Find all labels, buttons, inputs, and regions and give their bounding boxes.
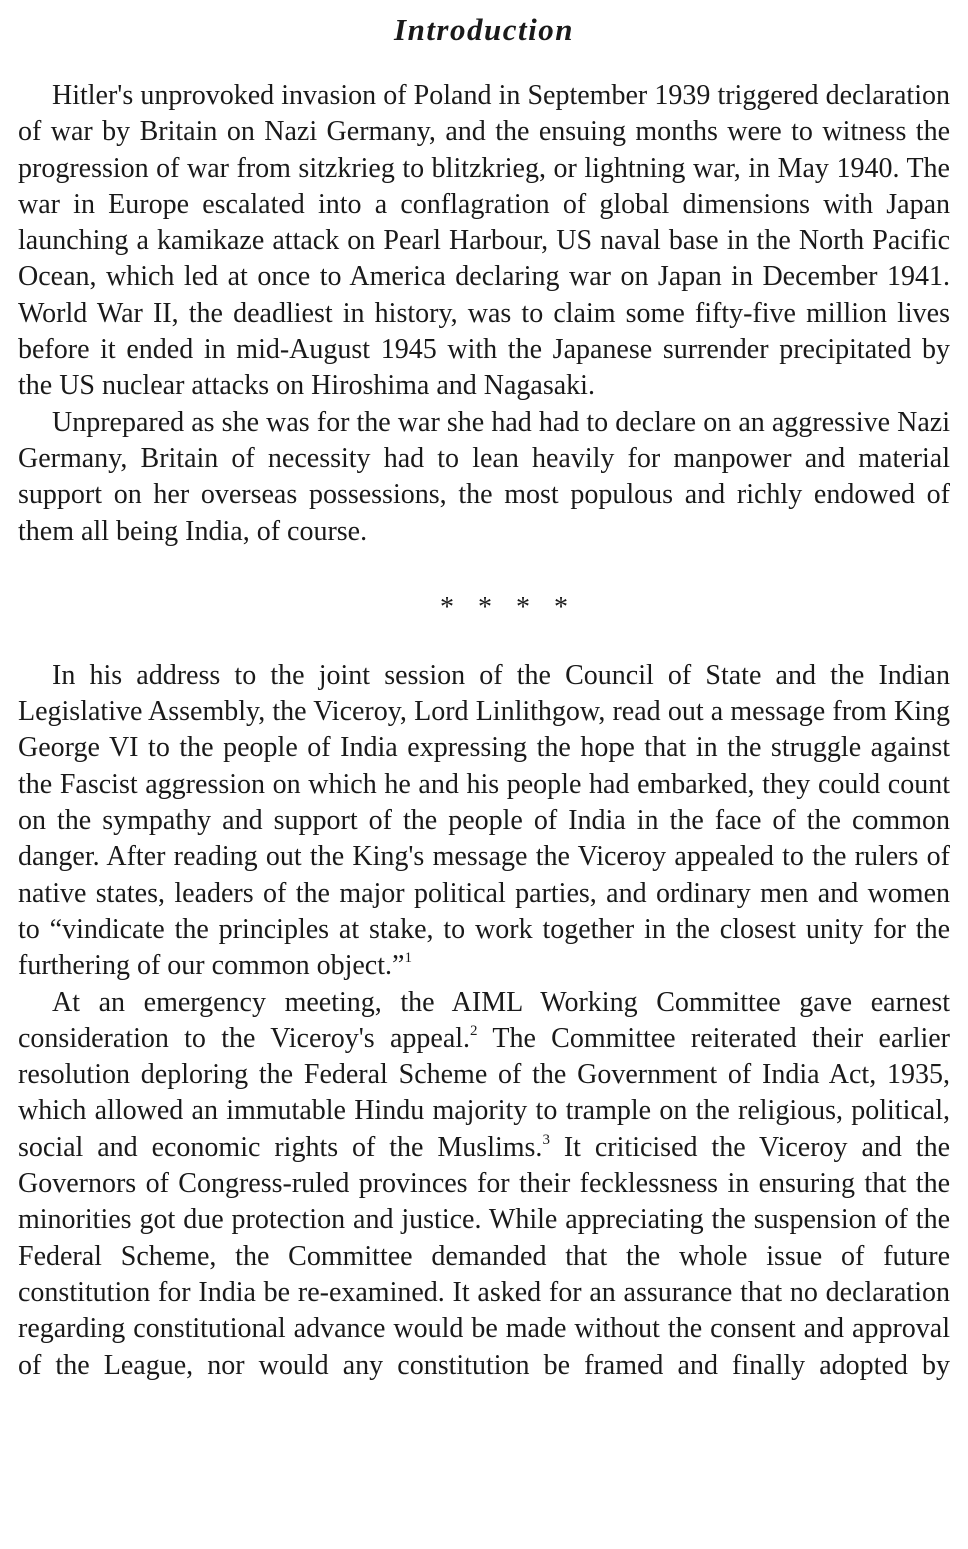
section-break-star: * — [478, 591, 492, 623]
section-break-star: * — [516, 591, 530, 623]
paragraph-4-text: It criticised the Viceroy and the Governors of Congress-ruled provinces for their fecklessness in ensuring that the minorities got due protection and justice. While appreciating the suspension of the Federal Scheme, the Committee demanded that the whole issue of future constitution for India be re-examined. It asked for an assurance that no declaration regarding constitutional advance would be made without the consent and approval of the League, nor would any constitution be framed and finally adopted by — [18, 1131, 951, 1381]
paragraph-4 — [18, 985, 950, 1384]
section-break — [18, 590, 950, 626]
chapter-heading: Introduction — [394, 12, 574, 47]
paragraph-4-text: The Committee reiterated their earlier resolution deploring the Federal Scheme of the Government of India Act, 1935, which allowed an immutable Hindu majority to trample on the religious, political, social and economic rights of the Muslims. — [18, 1022, 951, 1163]
paragraph-2: Unprepared as she was for the war she had had to declare on an aggressive Nazi Germany, Britain of necessity had to lean heavily for manpower and material support on her overseas possessions, the most populous and richly endowed of them all being India, of course. — [18, 406, 950, 547]
paragraph-3-text: In his address to the joint session of the Council of State and the Indian Legislative Assembly, the Viceroy, Lord Linlithgow, read out a message from King George VI to the people of India expressing the hope that in the struggle against the Fascist aggression on which he and his people had embarked, they could count on the sympathy and support of the people of India in the face of the common danger. After reading out the King's message the Viceroy appealed to the rulers of native states, leaders of the major political parties, and ordinary men and women to “vindicate the principles at stake, to work together in the closest unity for the furthering of our common object.” — [18, 659, 950, 982]
paragraph-4-text: At an emergency meeting, the AIML Working Committee gave earnest consideration to the Viceroy's appeal. — [18, 986, 950, 1054]
book-page — [18, 10, 950, 1384]
footnote-marker: 2 — [470, 1022, 478, 1039]
section-break-star: * — [440, 591, 454, 623]
paragraph-1: Hitler's unprovoked invasion of Poland in September 1939 triggered declaration of war by Britain on Nazi Germany, and the ensuing months were to witness the progression of war from sitzkrieg to blitzkrieg, or lightning war, in May 1940. The war in Europe escalated into a conflagration of global dimensions with Japan launching a kamikaze attack on Pearl Harbour, US naval base in the North Pacific Ocean, which led at once to America declaring war on Japan in December 1941. World War II, the deadliest in history, was to claim some fifty-five million lives before it ended in mid-August 1945 with the Japanese surrender precipitated by the US nuclear attacks on Hiroshima and Nagasaki. — [18, 80, 950, 402]
section-break-star: * — [554, 591, 568, 623]
footnote-marker: 3 — [542, 1131, 550, 1148]
footnote-marker: 1 — [404, 950, 412, 967]
paragraph-3 — [18, 658, 950, 985]
